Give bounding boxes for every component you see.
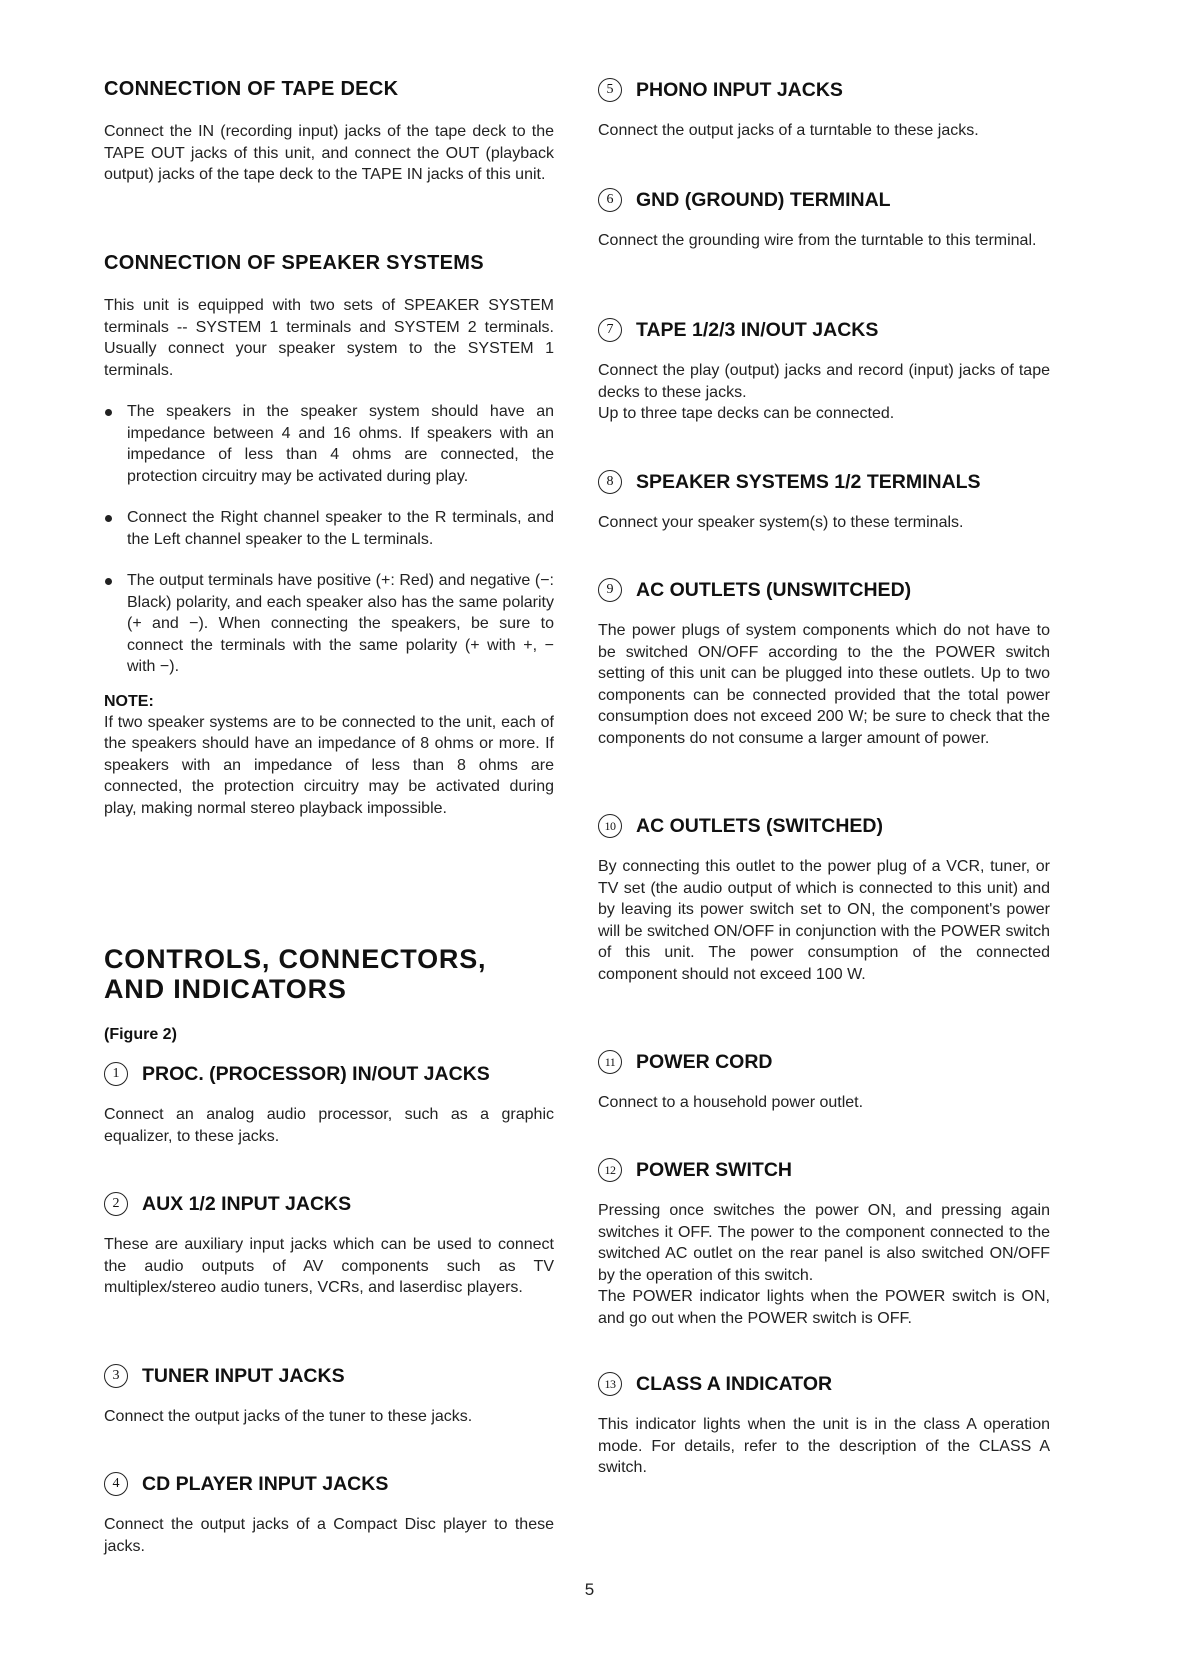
item-text: This indicator lights when the unit is in the class A operation mode. For details, refer to the description of the CLASS A switch. [598, 1416, 1050, 1476]
bullet-text: Connect the Right channel speaker to the R terminals, and the Left channel speaker to the L terminals. [127, 509, 554, 548]
item-2 [104, 1192, 554, 1299]
item-title-text: CD PLAYER INPUT JACKS [142, 1472, 389, 1495]
item-title [598, 578, 1050, 602]
item-text: Connect the play (output) jacks and record (input) jacks of tape decks to these jacks. [598, 362, 1050, 401]
note-text: If two speaker systems are to be connected to the unit, each of the speakers should have an impedance of 8 ohms or more. If speakers with an impedance of less than 8 ohms are connected, the protection circuitry may be activated during play, making normal stereo playback impossible. [104, 713, 554, 817]
circled-number-icon: 2 [104, 1192, 128, 1216]
bullet-dot-icon [105, 409, 112, 416]
circled-number-icon: 12 [598, 1158, 622, 1182]
circled-number-icon: 8 [598, 470, 622, 494]
item-title-text: AC OUTLETS (UNSWITCHED) [636, 578, 912, 601]
section-title: CONNECTION OF SPEAKER SYSTEMS [104, 252, 484, 274]
note-label: NOTE: [104, 692, 154, 710]
item-text: Connect an analog audio processor, such as a graphic equalizer, to these jacks. [104, 1106, 554, 1145]
item-title-text: PHONO INPUT JACKS [636, 78, 843, 101]
item-text: Connect the output jacks of a Compact Disc player to these jacks. [104, 1516, 554, 1555]
bullet-item [104, 507, 554, 550]
item-3 [104, 1364, 554, 1428]
item-title-text: TAPE 1/2/3 IN/OUT JACKS [636, 318, 879, 341]
item-text: Connect your speaker system(s) to these terminals. [598, 514, 964, 531]
section-speaker-systems [104, 252, 554, 819]
section-big-title-line2: AND INDICATORS [104, 974, 347, 1004]
item-title-text: AUX 1/2 INPUT JACKS [142, 1192, 352, 1215]
item-6 [598, 188, 1050, 252]
item-title-text: GND (GROUND) TERMINAL [636, 188, 891, 211]
item-title [598, 470, 1050, 494]
circled-number-icon: 6 [598, 188, 622, 212]
item-title [598, 318, 1050, 342]
circled-number-icon: 4 [104, 1472, 128, 1496]
section-text: Connect the IN (recording input) jacks of the tape deck to the TAPE OUT jacks of this unit, and connect the OUT (playback output) jacks of the tape deck to the TAPE IN jacks of this unit. [104, 123, 554, 183]
item-title [104, 1192, 554, 1216]
item-title [104, 1062, 554, 1086]
bullet-list [104, 401, 554, 678]
item-text: Connect the output jacks of the tuner to these jacks. [104, 1408, 473, 1425]
item-title-text: AC OUTLETS (SWITCHED) [636, 814, 883, 837]
bullet-text: The output terminals have positive (+: Red) and negative (−: Black) polarity, and each speaker also has the same polarity (+ and −). When connecting the speakers, be sure to connect the terminals with the same polarity (+ with +, − with −). [127, 572, 554, 675]
circled-number-icon: 5 [598, 78, 622, 102]
item-title-text: SPEAKER SYSTEMS 1/2 TERMINALS [636, 470, 981, 493]
item-text: Connect the grounding wire from the turntable to this terminal. [598, 232, 1037, 249]
section-intro: This unit is equipped with two sets of SPEAKER SYSTEM terminals -- SYSTEM 1 terminals and SYSTEM 2 terminals. Usually connect your speaker system to the SYSTEM 1 terminals. [104, 297, 554, 379]
circled-number-icon: 11 [598, 1050, 622, 1074]
item-11 [598, 1050, 1050, 1114]
item-text: By connecting this outlet to the power plug of a VCR, tuner, or TV set (the audio output of which is connected to this unit) and by leaving its power switch set to ON, the component's power will be switched ON/OFF in conjunction with the POWER switch of this unit. The power consumption of the connected component should not exceed 100 W. [598, 858, 1050, 983]
item-4 [104, 1472, 554, 1557]
item-10 [598, 814, 1050, 985]
circled-number-icon: 7 [598, 318, 622, 342]
item-text: Connect to a household power outlet. [598, 1094, 864, 1111]
circled-number-icon: 10 [598, 814, 622, 838]
item-title-text: POWER SWITCH [636, 1158, 792, 1181]
item-title-text: TUNER INPUT JACKS [142, 1364, 345, 1387]
item-title-text: CLASS A INDICATOR [636, 1372, 833, 1395]
item-12 [598, 1158, 1050, 1329]
item-title-text: PROC. (PROCESSOR) IN/OUT JACKS [142, 1062, 490, 1085]
item-title [598, 1372, 1050, 1396]
item-1 [104, 1062, 554, 1147]
bullet-item [104, 401, 554, 487]
item-title [598, 1050, 1050, 1074]
item-9 [598, 578, 1050, 749]
item-7 [598, 318, 1050, 425]
item-title-text: POWER CORD [636, 1050, 773, 1073]
bullet-item [104, 570, 554, 678]
item-text-2: Up to three tape decks can be connected. [598, 405, 895, 422]
item-text: Connect the output jacks of a turntable to these jacks. [598, 122, 979, 139]
circled-number-icon: 1 [104, 1062, 128, 1086]
item-text: Pressing once switches the power ON, and pressing again switches it OFF. The power to the component connected to the switched AC outlet on the rear panel is also switched ON/OFF by the operation of this switch. [598, 1202, 1050, 1284]
bullet-text: The speakers in the speaker system should have an impedance between 4 and 16 ohms. If speakers with an impedance of less than 4 ohms are connected, the protection circuitry may be activated during play. [127, 403, 554, 485]
item-8 [598, 470, 1050, 534]
item-text: These are auxiliary input jacks which can be used to connect the audio outputs of AV components such as TV multiplex/stereo audio tuners, VCRs, and laserdisc players. [104, 1236, 554, 1296]
item-title [104, 1364, 554, 1388]
item-title [598, 78, 1050, 102]
item-13 [598, 1372, 1050, 1479]
section-tape-deck [104, 78, 554, 186]
item-title [598, 814, 1050, 838]
section-title: CONNECTION OF TAPE DECK [104, 78, 399, 100]
bullet-dot-icon [105, 578, 112, 585]
bullet-dot-icon [105, 515, 112, 522]
item-title [104, 1472, 554, 1496]
item-title [598, 1158, 1050, 1182]
item-5 [598, 78, 1050, 142]
page-number: 5 [584, 1580, 595, 1599]
item-text-2: The POWER indicator lights when the POWER switch is ON, and go out when the POWER switch is OFF. [598, 1288, 1050, 1327]
circled-number-icon: 13 [598, 1372, 622, 1396]
circled-number-icon: 3 [104, 1364, 128, 1388]
section-controls [104, 944, 554, 1044]
item-text: The power plugs of system components which do not have to be switched ON/OFF according to the the POWER switch setting of this unit can be plugged into these outlets. Up to two components can be connected provided that the total power consumption does not exceed 200 W; be sure to check that the components do not consume a larger amount of power. [598, 622, 1050, 747]
figure-reference: (Figure 2) [104, 1026, 177, 1043]
item-title [598, 188, 1050, 212]
section-big-title-line1: CONTROLS, CONNECTORS, [104, 944, 487, 974]
circled-number-icon: 9 [598, 578, 622, 602]
